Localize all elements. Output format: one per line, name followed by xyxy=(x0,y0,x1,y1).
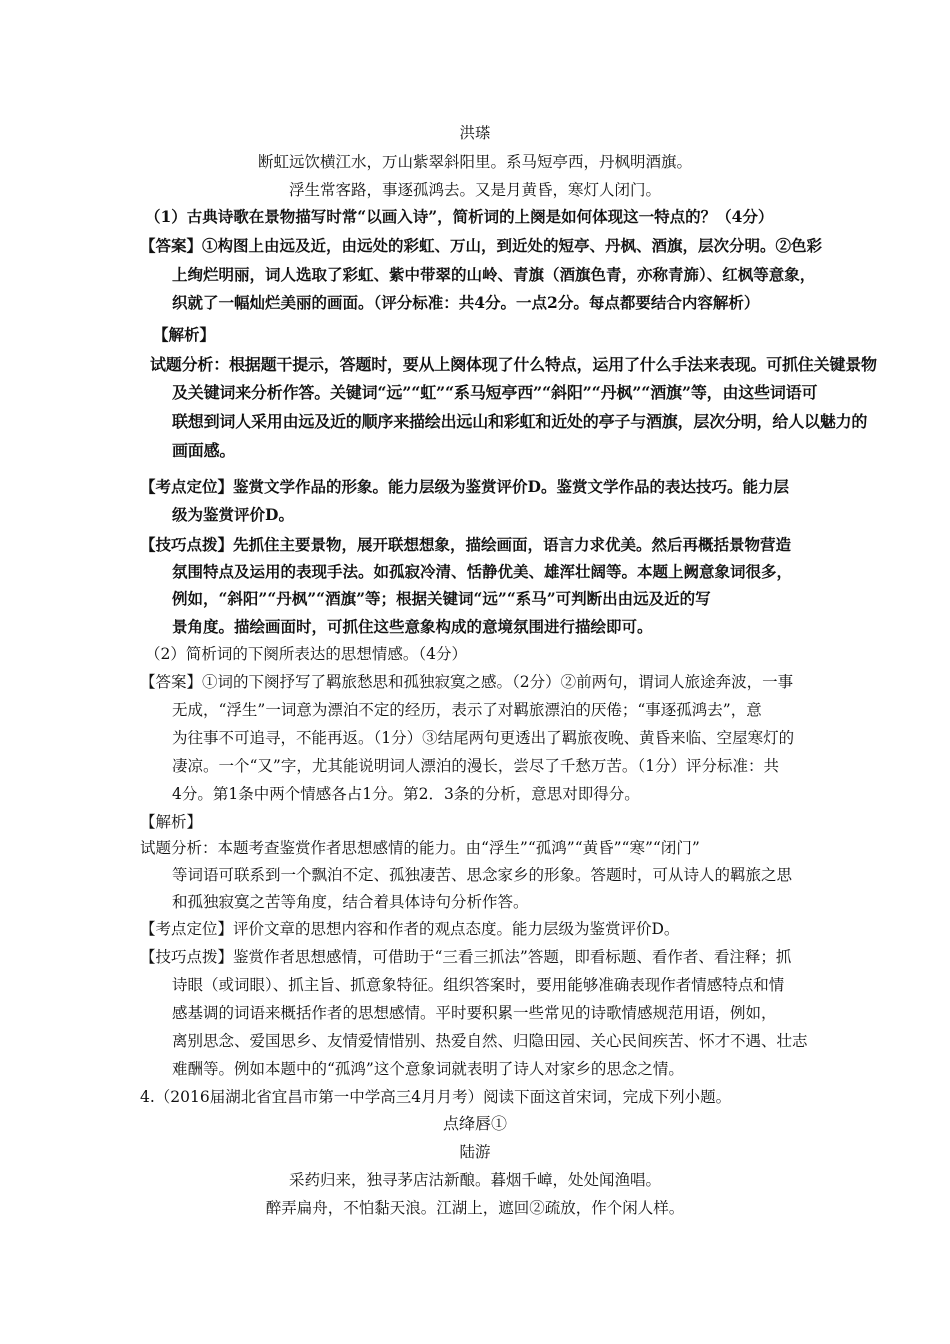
answer-line: 4分。第1条中两个情感各占1分。第2．3条的分析，意思对即得分。 xyxy=(172,785,640,803)
jiqiao-line: 景角度。描绘画面时，可抓住这些意象构成的意境氛围进行描绘即可。 xyxy=(172,617,653,636)
kaodian-line: 【考点定位】鉴赏文学作品的形象。能力层级为鉴赏评价D。鉴赏文学作品的表达技巧。能力层 xyxy=(140,477,789,496)
kaodian-line: 级为鉴赏评价D。 xyxy=(172,505,294,524)
poem-line: 断虹远饮横江水，万山紫翠斜阳里。系马短亭西，丹枫明酒旗。 xyxy=(257,153,692,171)
jiqiao-line: 诗眼（或词眼）、抓主旨、抓意象特征。组织答案时，要用能够准确表现作者情感特点和情 xyxy=(172,976,785,994)
poem-title: 点绛唇① xyxy=(442,1114,507,1133)
analysis-line: 试题分析：本题考查鉴赏作者思想感情的能力。由“浮生”“孤鸿”“黄昏”“寒”“闭门” xyxy=(140,839,700,857)
analysis-line: 等词语可联系到一个飘泊不定、孤独凄苦、思念家乡的形象。答题时，可从诗人的羁旅之思 xyxy=(172,866,793,884)
question-2: （2）简析词的下阕所表达的思想情感。（4分） xyxy=(145,645,467,663)
analysis-label: 【解析】 xyxy=(153,325,216,344)
jiqiao-line: 离别思念、爱国思乡、友情爱情惜别、热爱自然、归隐田园、关心民间疾苦、怀才不遇、壮志 xyxy=(172,1032,808,1050)
jiqiao-line: 【技巧点拨】鉴赏作者思想感情，可借助于“三看三抓法”答题，即看标题、看作者、看注释；抓 xyxy=(140,948,792,966)
answer-line: 无成，“浮生”一词意为漂泊不定的经历，表示了对羁旅漂泊的厌倦；“事逐孤鸿去”，意 xyxy=(172,701,762,719)
poem-author: 洪瑹 xyxy=(459,124,491,142)
poem-line: 醉弄扁舟，不怕黏天浪。江湖上，遮回②疏放，作个闲人样。 xyxy=(265,1199,685,1217)
answer-line: 【答案】①词的下阕抒写了羁旅愁思和孤独寂寞之感。（2分）②前两句，谓词人旅途奔波，一事 xyxy=(140,673,794,691)
jiqiao-line: 感基调的词语来概括作者的思想感情。平时要积累一些常见的诗歌情感规范用语，例如， xyxy=(172,1004,777,1022)
question-1: （1）古典诗歌在景物描写时常“以画入诗”，简析词的上阕是如何体现这一特点的？（4分） xyxy=(145,207,774,226)
jiqiao-line: 【技巧点拨】先抓住主要景物，展开联想想象，描绘画面，语言力求优美。然后再概括景物营造 xyxy=(140,535,792,554)
poem-line: 采药归来，独寻茅店沽新酿。暮烟千嶂，处处闻渔唱。 xyxy=(288,1171,661,1189)
analysis-line: 画面感。 xyxy=(172,441,236,460)
analysis-label: 【解析】 xyxy=(140,813,203,831)
analysis-line: 及关键词来分析作答。关键词“远”“虹”“系马短亭西”“斜阳”“丹枫”“酒旗”等，由这些词语可 xyxy=(172,383,818,402)
analysis-line: 试题分析：根据题干提示，答题时，要从上阕体现了什么特点，运用了什么手法来表现。可抓住关键景物 xyxy=(150,355,877,374)
answer-line: 织就了一幅灿烂美丽的画面。（评分标准：共4分。一点2分。每点都要结合内容解析） xyxy=(172,293,760,312)
answer-line: 为往事不可追寻，不能再返。（1分）③结尾两句更透出了羁旅夜晚、黄昏来临、空屋寒灯的 xyxy=(172,729,795,747)
answer-line: 上绚烂明丽，词人选取了彩虹、紫中带翠的山岭、青旗（酒旗色青，亦称青旆）、红枫等意象， xyxy=(172,265,816,284)
jiqiao-line: 难酬等。例如本题中的“孤鸿”这个意象词就表明了诗人对家乡的思念之情。 xyxy=(172,1060,684,1078)
poem-line: 浮生常客路，事逐孤鸿去。又是月黄昏，寒灯人闭门。 xyxy=(288,181,661,199)
jiqiao-line: 例如，“斜阳”“丹枫”“酒旗”等；根据关键词“远”“系马”可判断出由远及近的写 xyxy=(172,589,711,608)
question-4-intro: 4.（2016届湖北省宜昌市第一中学高三4月月考）阅读下面这首宋词，完成下列小题。 xyxy=(140,1088,732,1106)
analysis-line: 联想到词人采用由远及近的顺序来描绘出远山和彩虹和近处的亭子与酒旗，层次分明，给人以魅力的 xyxy=(172,412,868,431)
answer-line: 凄凉。一个“又”字，尤其能说明词人漂泊的漫长，尝尽了千愁万苦。（1分）评分标准：共 xyxy=(172,757,779,775)
jiqiao-line: 氛围特点及运用的表现手法。如孤寂冷清、恬静优美、雄浑壮阔等。本题上阙意象词很多， xyxy=(172,562,793,581)
analysis-line: 和孤独寂寞之苦等角度，结合着具体诗句分析作答。 xyxy=(172,893,529,911)
answer-line: 【答案】①构图上由远及近，由远处的彩虹、万山，到近处的短亭、丹枫、酒旗，层次分明。②色彩 xyxy=(140,236,823,255)
kaodian-line: 【考点定位】评价文章的思想内容和作者的观点态度。能力层级为鉴赏评价D。 xyxy=(140,920,680,938)
poem-author: 陆游 xyxy=(459,1143,491,1161)
